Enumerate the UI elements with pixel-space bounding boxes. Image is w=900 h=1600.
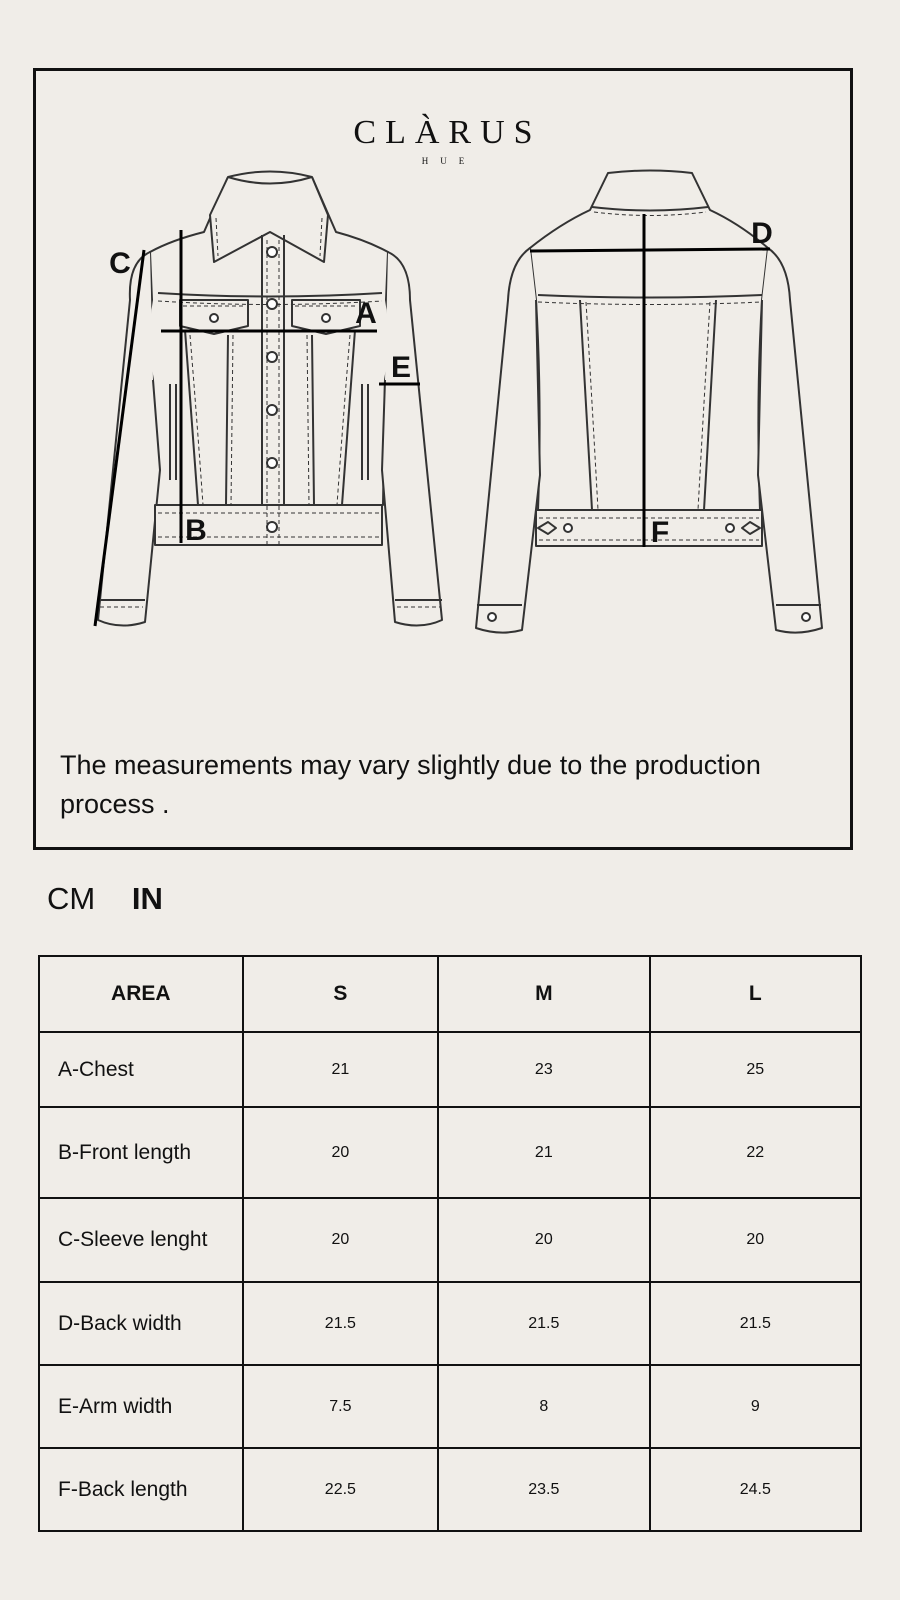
size-chart-table: [38, 955, 862, 1532]
size-l-cell: 9: [650, 1365, 861, 1448]
size-l-cell: 21.5: [650, 1282, 861, 1365]
size-s-cell: 21.5: [243, 1282, 438, 1365]
table-row: [39, 1198, 861, 1282]
jacket-front-illustration: [98, 172, 442, 626]
area-cell: F-Back length: [39, 1448, 243, 1531]
area-cell: C-Sleeve lenght: [39, 1198, 243, 1282]
size-m-cell: 23: [438, 1032, 649, 1107]
area-cell: A-Chest: [39, 1032, 243, 1107]
brand-subtitle: HUE: [421, 156, 477, 166]
table-header-row: [39, 956, 861, 1032]
header-size-l: L: [650, 956, 861, 1032]
table-row: [39, 1282, 861, 1365]
table-row: [39, 1365, 861, 1448]
jacket-measurement-diagram: [36, 71, 850, 847]
measure-line-d: [530, 249, 770, 251]
label-e: E: [390, 351, 412, 384]
size-s-cell: 20: [243, 1107, 438, 1198]
area-cell: B-Front length: [39, 1107, 243, 1198]
size-s-cell: 21: [243, 1032, 438, 1107]
label-c: C: [109, 247, 131, 280]
size-l-cell: 22: [650, 1107, 861, 1198]
size-s-cell: 20: [243, 1198, 438, 1282]
size-m-cell: 21: [438, 1107, 649, 1198]
size-s-cell: 22.5: [243, 1448, 438, 1531]
measurement-note: The measurements may vary slightly due to the production process .: [60, 750, 761, 819]
size-l-cell: 20: [650, 1198, 861, 1282]
size-l-cell: 25: [650, 1032, 861, 1107]
size-l-cell: 24.5: [650, 1448, 861, 1531]
area-cell: D-Back width: [39, 1282, 243, 1365]
table-row: [39, 1107, 861, 1198]
size-m-cell: 8: [438, 1365, 649, 1448]
header-area: AREA: [39, 956, 243, 1032]
label-b: B: [185, 514, 207, 547]
size-m-cell: 23.5: [438, 1448, 649, 1531]
label-f: F: [650, 516, 670, 549]
label-d: D: [751, 217, 773, 250]
diagram-frame: [33, 68, 853, 850]
brand-name: CLÀRUS: [353, 114, 542, 151]
header-size-m: M: [438, 956, 649, 1032]
size-s-cell: 7.5: [243, 1365, 438, 1448]
area-cell: E-Arm width: [39, 1365, 243, 1448]
size-m-cell: 20: [438, 1198, 649, 1282]
label-a: A: [355, 297, 377, 330]
unit-toggle: [47, 883, 163, 914]
table-row: [39, 1032, 861, 1107]
unit-cm-option[interactable]: CM: [47, 881, 96, 916]
header-size-s: S: [243, 956, 438, 1032]
table-row: [39, 1448, 861, 1531]
unit-in-option[interactable]: IN: [131, 881, 163, 916]
size-m-cell: 21.5: [438, 1282, 649, 1365]
